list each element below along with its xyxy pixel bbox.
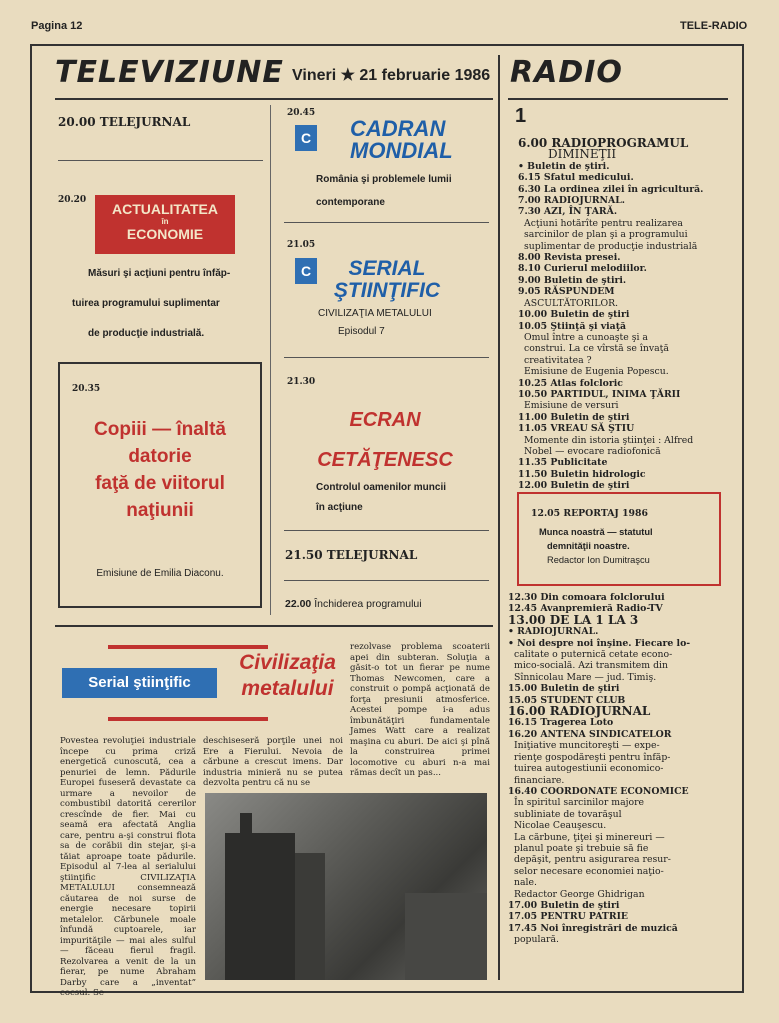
radio-line: DIMINEŢII	[548, 147, 617, 162]
radio-line: Sînnicolau Mare — jud. Timiş.	[514, 671, 657, 683]
radio-line: 13.00 DE LA 1 LA 3	[508, 612, 639, 627]
radio-line: • RADIOJURNAL.	[508, 626, 599, 638]
radio-line: 16.15 Tragerea Loto	[508, 717, 614, 729]
divider	[284, 357, 489, 358]
radio-line: planul poate şi trebuie să fie	[514, 842, 649, 854]
radio-line: 6.00 RADIOPROGRAMUL	[518, 136, 689, 150]
page-number: Pagina 12	[31, 20, 83, 32]
column-divider	[270, 105, 271, 615]
radio-line: 15.05 STUDENT CLUB	[508, 694, 626, 706]
radio-line: financiare.	[514, 774, 565, 786]
radio-line: • Buletin de ştiri.	[518, 160, 610, 172]
radio-line: 9.05 RĂSPUNDEM	[518, 286, 615, 298]
radio-line: Redactor George Ghidrigan	[514, 888, 645, 900]
tv-program-8: 22.00 Închiderea programului	[285, 598, 422, 610]
tv-time: 20.45	[287, 108, 316, 118]
tv-time: 20.20	[58, 195, 87, 205]
program-description: tuirea programului suplimentar	[72, 298, 220, 309]
radio-line: 15.00 Buletin de ştiri	[508, 683, 620, 695]
radio-line: 10.05 Ştiinţă şi viaţă	[518, 320, 627, 332]
tv-date: Vineri ★ 21 februarie 1986	[292, 67, 491, 84]
article-title: Civilizaţia metalului	[239, 651, 336, 700]
article-badge: Serial ştiinţific	[62, 668, 217, 698]
radio-line: Acţiuni hotărîte pentru realizarea	[524, 217, 683, 229]
tv-program-1: 20.00 TELEJURNAL	[58, 115, 191, 129]
radio-line: subliniate de tovarăşul	[514, 808, 622, 820]
serial-logo: SERIAL ŞTIINŢIFIC	[333, 257, 441, 302]
radio-line: mico-socială. Azi transmitem din	[514, 660, 668, 672]
radio-line: sarcinilor de plan şi a programului	[524, 229, 688, 241]
radio-line: 11.05 VREAU SĂ ŞTIU	[518, 423, 635, 435]
radio-line: 11.50 Buletin hidrologic	[518, 468, 646, 480]
radio-line: Emisiune de versuri	[524, 400, 619, 412]
program-description: Episodul 7	[338, 326, 385, 337]
divider	[508, 98, 728, 100]
column-divider	[498, 55, 500, 980]
program-description: Controlul oamenilor muncii	[316, 482, 447, 493]
radio-line: 12.00 Buletin de ştiri	[518, 480, 630, 492]
radio-line: 6.15 Sfatul medicului.	[518, 172, 634, 184]
divider	[55, 98, 493, 100]
channel-badge: C	[295, 258, 317, 284]
radio-line: 6.30 La ordinea zilei în agricultură.	[518, 183, 704, 195]
radio-line: creativitatea ?	[524, 354, 592, 366]
radio-line: La cărbune, ţiţei şi minereuri —	[514, 831, 665, 843]
radio-title: RADIO	[510, 55, 623, 90]
radio-program-number: 1	[515, 105, 527, 127]
divider	[58, 160, 263, 161]
actualitatea-logo: ACTUALITATEA în ECONOMIE	[95, 195, 235, 254]
radio-line: 16.40 COORDONATE ECONOMICE	[508, 785, 689, 797]
radio-line: rienţe gospodăreşti pentru înfăp-	[514, 751, 671, 763]
tv-program-7: 21.50 TELEJURNAL	[285, 548, 418, 562]
program-description: CIVILIZAŢIA METALULUI	[318, 308, 432, 319]
tv-time: 21.05	[287, 240, 316, 250]
radio-line: • Noi despre noi înşine. Fiecare lo-	[508, 637, 691, 649]
ecran-logo: ECRAN CETĂŢENESC	[317, 409, 453, 471]
radio-line: calitate o puternică cetate econo-	[514, 649, 673, 661]
radio-line: 17.05 PENTRU PATRIE	[508, 911, 629, 923]
tv-title: TELEVIZIUNE	[55, 55, 284, 90]
radio-line: 12.45 Avanpremieră Radio-TV	[508, 603, 663, 615]
radio-line: 10.25 Atlas folcloric	[518, 377, 623, 389]
radio-line: construi. La ce vîrstă se învaţă	[524, 343, 669, 355]
radio-line: Momente din istoria ştiinţei : Alfred	[524, 434, 694, 446]
copiii-box: 20.35 Copiii — înaltă datorie faţă de viitorul naţiunii Emisiune de Emilia Diaconu.	[58, 362, 262, 608]
radio-line: selor necesare economiei naţio-	[514, 865, 664, 877]
radio-line: 10.00 Buletin de ştiri	[518, 309, 630, 321]
radio-line: 8.00 Revista presei.	[518, 252, 621, 264]
tv-time: 21.30	[287, 377, 316, 387]
divider	[284, 580, 489, 581]
radio-line: ASCULTĂTORILOR.	[524, 297, 619, 309]
radio-line: 8.10 Curierul melodiilor.	[518, 263, 647, 275]
program-description: Măsuri şi acţiuni pentru înfăp-	[88, 268, 231, 279]
radio-line: tuirea autogestiunii economico-	[514, 763, 664, 775]
radio-line: 11.35 Publicitate	[518, 457, 608, 469]
radio-line: populară.	[514, 934, 559, 946]
divider	[284, 222, 489, 223]
radio-schedule	[518, 138, 723, 492]
radio-line: 7.30 AZI, ÎN ŢARĂ.	[518, 206, 618, 218]
article-photo	[205, 793, 487, 980]
radio-line: 7.00 RADIOJURNAL.	[518, 195, 626, 207]
channel-badge: C	[295, 125, 317, 151]
radio-line: 16.00 RADIOJURNAL	[508, 704, 651, 719]
radio-line: 17.45 Noi înregistrări de muzică	[508, 922, 678, 934]
divider	[284, 530, 489, 531]
divider	[108, 645, 268, 649]
divider	[55, 625, 493, 627]
radio-line: Iniţiative muncitoreşti — expe-	[514, 740, 660, 752]
radio-line: 16.20 ANTENA SINDICATELOR	[508, 728, 672, 740]
program-description: contemporane	[316, 197, 385, 208]
section-label: TELE-RADIO	[680, 20, 748, 32]
radio-line: suplimentar de producţie industrială	[524, 240, 698, 252]
article-text: Povestea revoluţiei industriale începe cu prima criză energetică cunoscută, cea a penuriei de lemn. Pădurile Europei fuseseră devastate ca urmare a nevoilor de combustibil datorită cererilor crescînde de fier. Mai cu seamă era afectată Anglia care, pentru a-şi construi flota sa de corăbii din stejar, şi-a tăiat aproape toate pădurile. Episodul al 7-lea al serialului ştiinţific CIVILIZAŢIA METALULUI consemnează căutarea de noi surse de energie necesare topirii metalelor. Cărbunele moale înfundă cuptoarele, iar impurităţile — mai ales sulful — făceau fierul fragil. Rezolvarea a venit de la un fierar, pe nume Abraham Darby care a „inventat” cocsul. Se	[60, 736, 196, 998]
radio-line: Nobel — evocare radiofonică	[524, 445, 661, 457]
program-description: România şi problemele lumii	[316, 174, 452, 185]
radio-line: 10.50 PARTIDUL, INIMA ŢĂRII	[518, 388, 681, 400]
article-text: rezolvase problema scoaterii apei din subteran. Soluţia a găsit-o tot un fierar pe nume Thomas Newcomen, care a construit o pompă acţionată de forţa presiunii atmosferice. Acestei pompe i-a adus îmbunătăţiri fundamentale James Watt care a realizat maşina cu aburi. De aici şi pînă la construirea primei locomotive cu aburi n-a mai rămas decît un pas...	[350, 642, 490, 778]
radio-line: 11.00 Buletin de ştiri	[518, 411, 630, 423]
radio-line: În spiritul sarcinilor majore	[514, 797, 645, 809]
radio-line: nale.	[514, 877, 537, 889]
radio-line: 9.00 Buletin de ştiri.	[518, 274, 627, 286]
radio-line: depăşit, pentru asigurarea resur-	[514, 854, 671, 866]
radio-line: 17.00 Buletin de ştiri	[508, 899, 620, 911]
article-text: deschiseseră porţile unei noi Ere a Fierului. Nevoia de cărbune a crescut imens. Dar industria minieră nu se putea dezvolta pentru că nu se	[203, 736, 343, 788]
radio-line: 12.30 Din comoara folclorului	[508, 592, 665, 603]
program-description: în acţiune	[316, 502, 363, 513]
program-description: de producţie industrială.	[88, 328, 205, 339]
reportaj-box: 12.05 REPORTAJ 1986 Munca noastră — statutul demnităţii noastre. Redactor Ion Dumitraşcu	[517, 492, 721, 586]
radio-line: Omul între a cunoaşte şi a	[524, 331, 648, 343]
divider	[108, 717, 268, 721]
cadran-logo: CADRAN MONDIAL	[350, 116, 453, 163]
radio-schedule-afternoon	[508, 592, 726, 946]
radio-line: Emisiune de Eugenia Popescu.	[524, 366, 669, 378]
radio-line: Nicolae Ceauşescu.	[514, 820, 607, 832]
